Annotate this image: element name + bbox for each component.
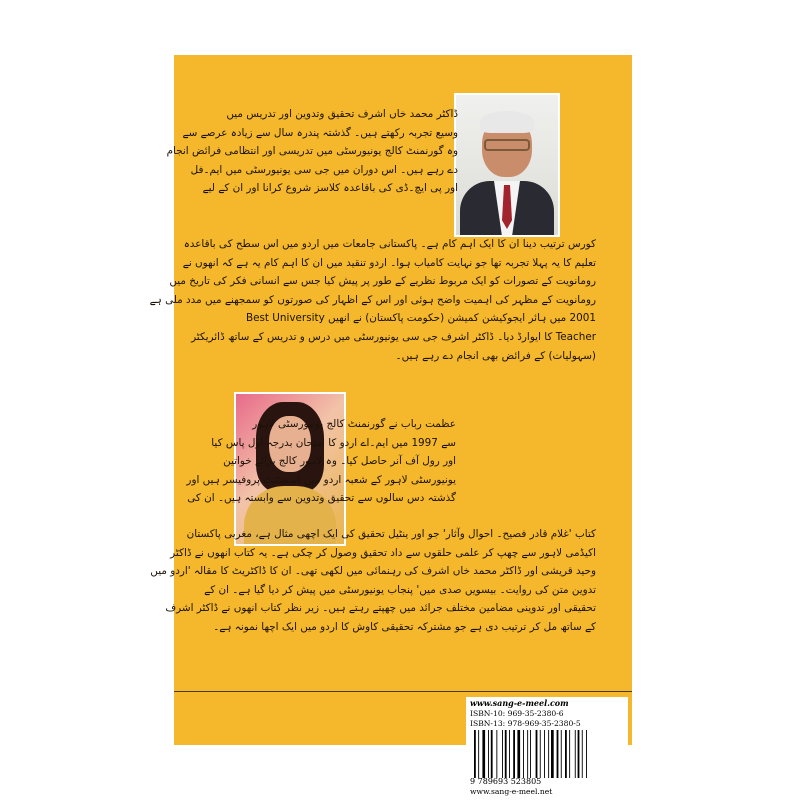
author-photo-male: [454, 93, 560, 237]
text-line: سے 1997 میں ایم۔اے اردو کا امتحان بدرجہ اول پاس کیا: [211, 436, 456, 449]
text-line: گذشتہ دس سالوں سے تحقیق وتدوین سے وابستہ ہیں۔ ان کی: [187, 492, 456, 505]
text-line: تعلیم کا یہ پہلا تجربہ تھا جو نہایت کامیاب ہوا۔ اردو تنقید میں ان کا اہم کام یہ ہے کہ انھوں نے: [182, 256, 596, 269]
text-line: وحید قریشی اور ڈاکٹر محمد خاں اشرف کی رہنمائی میں لکھی تھی۔ ان کا ڈاکٹریٹ کا مقالہ 'اردو میں: [150, 565, 596, 578]
divider-line: [174, 691, 632, 692]
bio1-text-beside-photo: [166, 105, 458, 198]
barcode-bar: [517, 730, 520, 778]
text-line: وہ گورنمنٹ کالج یونیورسٹی میں تدریسی اور انتظامی فرائض انجام: [166, 145, 458, 158]
text-line: رومانویت کے مظہر کی اہمیت واضح ہوئی اور اس کے اظہار کی صورتوں کو سمجھنے میں مدد ملی ہے: [149, 293, 596, 306]
text-line: تدوین متن کی روایت۔ بیسویں صدی میں' پنجاب یونیورسٹی میں پیش کر دیا گیا ہے۔ ان کے: [204, 583, 596, 596]
barcode-bar: [502, 730, 503, 778]
barcode-bar: [586, 730, 587, 778]
bio2-text-beside-photo: [186, 415, 456, 508]
barcode-bar: [496, 730, 497, 778]
barcode-bar: [474, 730, 476, 778]
barcode-bar: [536, 730, 538, 778]
text-line: عظمت رباب نے گورنمنٹ کالج یونیورسٹی لاہور: [252, 418, 456, 430]
barcode-bar: [488, 730, 489, 778]
text-line: ڈاکٹر محمد خاں اشرف تحقیق وتدوین اور تدریس میں: [226, 108, 458, 120]
barcode-bar: [540, 730, 541, 778]
bio2-text-full: [150, 525, 596, 637]
text-line: کورس ترتیب دینا ان کا ایک اہم کام ہے۔ پاکستانی جامعات میں اردو میں اس سطح کی باقاعدہ: [183, 238, 596, 250]
text-line: یونیورسٹی لاہور کے شعبہ اردو میں اسسٹنٹ پروفیسر ہیں اور: [186, 473, 456, 486]
text-line: دے رہے ہیں۔ اس دوران میں جی سی یونیورسٹی میں ایم۔فل: [190, 163, 458, 176]
barcode-bar: [482, 730, 485, 778]
barcode-bar: [578, 730, 580, 778]
isbn-13: ISBN-13: 978-969-35-2380-5: [470, 719, 581, 728]
barcode-bar: [565, 730, 567, 778]
barcode-bar: [569, 730, 570, 778]
text-line: اکیڈمی لاہور سے چھپ کر علمی حلقوں سے داد تحقیق وصول کر چکی ہے۔ یہ کتاب انھوں نے ڈاکٹر: [170, 546, 596, 559]
barcode-bar: [478, 730, 479, 778]
barcode-panel: [466, 697, 628, 799]
publisher-url-alt: www.sang-e-meel.net: [470, 787, 553, 796]
isbn-10: ISBN-10: 969-35-2380-6: [470, 709, 564, 718]
text-line: رومانویت کے تصورات کو ایک مربوط نظریے کے طور پر پیش کیا جس سے انسانی فکر کی تاریخ میں: [169, 275, 596, 288]
barcode-bar: [530, 730, 531, 778]
text-line: 2001 میں ہائر ایجوکیشن کمیشن (حکومت پاکستان) نے انھیں Best University: [246, 312, 596, 325]
barcode-bar: [582, 730, 583, 778]
text-line: کے ساتھ مل کر ترتیب دی ہے جو مشترکہ تحقیقی کاوش کا اردو میں ایک اچھا نمونہ ہے۔: [213, 620, 596, 633]
text-line: Teacher کا ایوارڈ دیا۔ ڈاکٹر اشرف جی سی یونیورسٹی میں درس و تدریس کے ساتھ ڈائریکٹر: [191, 330, 596, 343]
barcode-bar: [544, 730, 545, 778]
book-back-cover: [149, 55, 632, 796]
barcode-number: 9 789693 523805: [470, 777, 542, 786]
barcode-icon: [472, 730, 622, 778]
barcode-bar: [513, 730, 515, 778]
text-line: (سہولیات) کے فرائض بھی انجام دے رہے ہیں۔: [395, 349, 596, 362]
barcode-bar: [527, 730, 528, 778]
text-line: کتاب 'غلام قادر فصیح۔ احوال وآثار' جو اور ینٹیل تحقیق کی ایک اچھی مثال ہے، مغربی پاکستان: [186, 528, 596, 540]
text-line: وسیع تجربہ رکھتے ہیں۔ گذشتہ پندرہ سال سے زیادہ عرصے سے: [182, 126, 458, 139]
barcode-bar: [491, 730, 493, 778]
barcode-bar: [551, 730, 554, 778]
barcode-bar: [575, 730, 576, 778]
barcode-bar: [523, 730, 524, 778]
photo-glasses-shape: [484, 139, 530, 151]
text-line: تحقیقی اور تدوینی مضامین مختلف جرائد میں چھپتے رہتے ہیں۔ زیر نظر کتاب انھوں نے ڈاکٹر اشرف: [165, 602, 596, 615]
barcode-bar: [561, 730, 562, 778]
barcode-bar: [505, 730, 507, 778]
text-line: اور پی ایچ۔ڈی کی باقاعدہ کلاسز شروع کرانا اور ان کے لیے: [202, 182, 458, 195]
barcode-bar: [557, 730, 559, 778]
publisher-url: www.sang-e-meel.com: [470, 698, 569, 708]
barcode-bar: [548, 730, 549, 778]
photo-hair-shape: [480, 111, 534, 133]
barcode-bar: [509, 730, 510, 778]
text-line: اور رول آف آنر حاصل کیا۔ وہ لاہور کالج برائے خواتین: [223, 455, 456, 468]
bio1-text-full: [149, 235, 596, 365]
